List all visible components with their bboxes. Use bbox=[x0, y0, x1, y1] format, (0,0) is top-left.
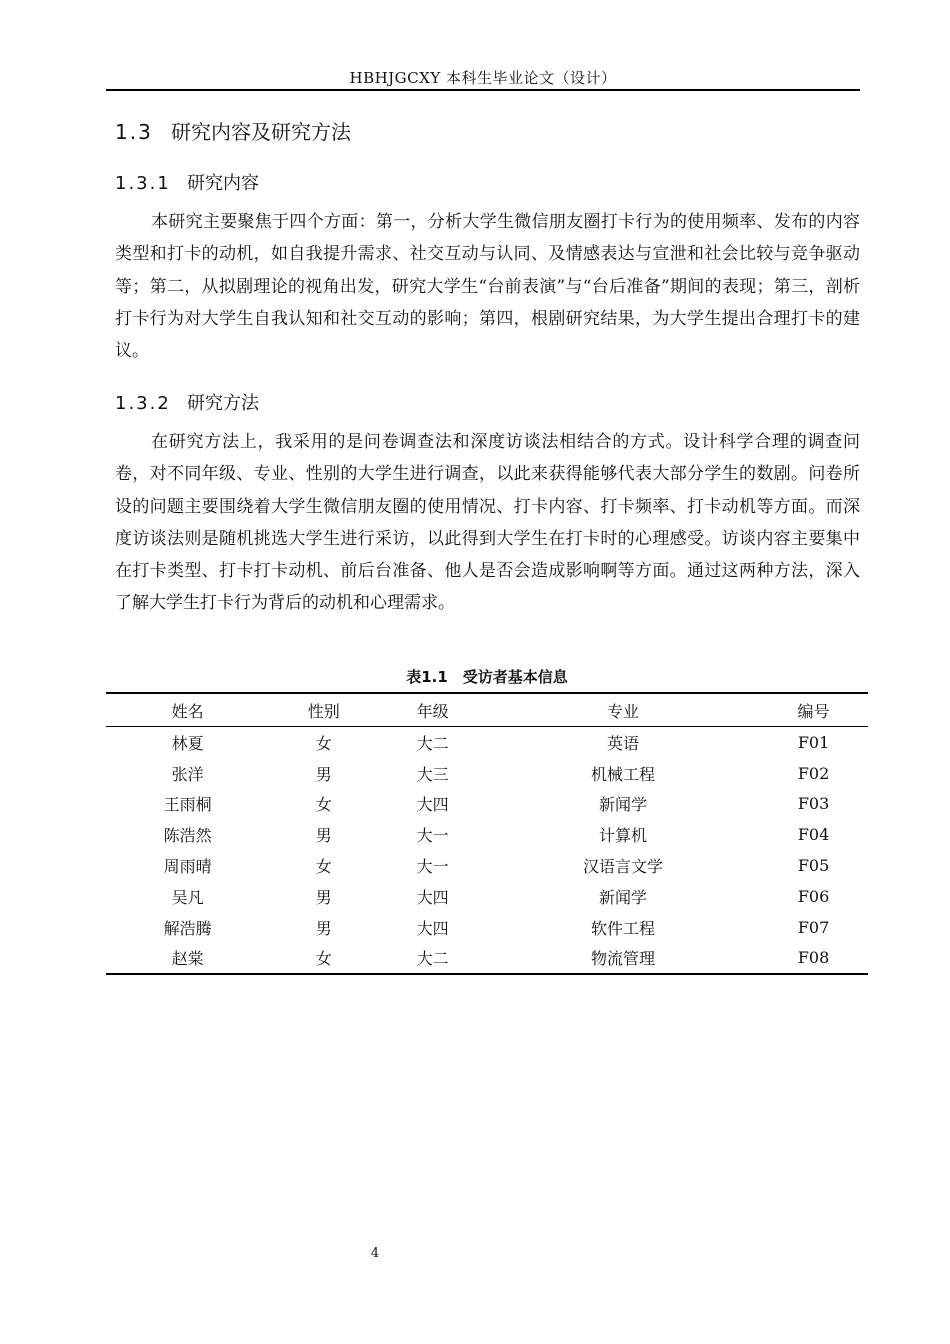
table-row bbox=[106, 943, 868, 975]
subsection-heading-method bbox=[115, 391, 259, 417]
cell-id: F08 bbox=[797, 948, 830, 968]
cell-id: F01 bbox=[797, 732, 830, 752]
running-header: HBHJGCXY 本科生毕业论文（设计） bbox=[349, 69, 617, 87]
page-number: 4 bbox=[370, 1246, 380, 1261]
table-row bbox=[106, 881, 868, 912]
cell-gender: 男 bbox=[315, 764, 332, 784]
table-caption: 表1.1 受访者基本信息 bbox=[406, 668, 568, 686]
table-row bbox=[106, 850, 868, 881]
header-cell-id: 编号 bbox=[797, 701, 830, 721]
cell-name: 陈浩然 bbox=[163, 826, 212, 846]
cell-id: F04 bbox=[797, 825, 830, 845]
cell-grade: 大二 bbox=[416, 949, 449, 969]
respondent-table bbox=[106, 692, 868, 975]
header-cell-name: 姓名 bbox=[171, 701, 204, 721]
cell-name: 周雨晴 bbox=[163, 857, 212, 877]
table-row bbox=[106, 819, 868, 850]
cell-major: 英语 bbox=[607, 733, 640, 753]
cell-major: 软件工程 bbox=[591, 918, 656, 938]
header-cell-gender: 性别 bbox=[307, 701, 340, 721]
cell-name: 林夏 bbox=[171, 733, 204, 753]
cell-major: 新闻学 bbox=[599, 795, 648, 815]
cell-id: F06 bbox=[797, 886, 830, 906]
cell-id: F07 bbox=[797, 917, 830, 937]
cell-gender: 女 bbox=[315, 795, 332, 815]
header-cell-grade: 年级 bbox=[416, 701, 449, 721]
section-number: 1.3 bbox=[115, 120, 153, 144]
cell-major: 计算机 bbox=[599, 826, 648, 846]
cell-gender: 女 bbox=[315, 733, 332, 753]
cell-major: 新闻学 bbox=[599, 887, 648, 907]
cell-gender: 男 bbox=[315, 826, 332, 846]
subsection-heading-content bbox=[115, 171, 259, 197]
cell-major: 汉语言文学 bbox=[583, 857, 664, 877]
table-row bbox=[106, 789, 868, 820]
header-cell-major: 专业 bbox=[607, 701, 640, 721]
table-row bbox=[106, 727, 868, 758]
subsection-title: 研究方法 bbox=[187, 393, 259, 414]
cell-grade: 大三 bbox=[416, 764, 449, 784]
cell-grade: 大一 bbox=[416, 826, 449, 846]
cell-id: F05 bbox=[797, 856, 830, 876]
table-header-row bbox=[106, 693, 868, 727]
cell-name: 王雨桐 bbox=[163, 795, 212, 815]
research-method-paragraph: 在研究方法上，我采用的是问卷调查法和深度访谈法相结合的方式。设计科学合理的调查问卷，对不同年级、专业、性别的大学生进行调查，以此来获得能够代表大部分学生的数剧。问卷所设的问题主要围绕着大学生微信朋友圈的使用情况、打卡内容、打卡频率、打卡动机等方面。而深度访谈法则是随机挑选大学生进行采访，以此得到大学生在打卡时的心理感受。访谈内容主要集中在打卡类型、打卡打卡动机、前后台准备、他人是否会造成影响啊等方面。通过这两种方法，深入了解大学生打卡行为背后的动机和心理需求。 bbox=[115, 432, 860, 614]
cell-grade: 大四 bbox=[416, 795, 449, 815]
cell-grade: 大四 bbox=[416, 918, 449, 938]
cell-id: F02 bbox=[797, 763, 830, 783]
cell-major: 物流管理 bbox=[591, 949, 656, 969]
section-title: 研究内容及研究方法 bbox=[171, 120, 351, 144]
cell-gender: 男 bbox=[315, 887, 332, 907]
subsection-number: 1.3.1 bbox=[115, 173, 171, 194]
section-heading bbox=[115, 118, 351, 146]
cell-name: 赵棠 bbox=[171, 949, 204, 969]
table-row bbox=[106, 912, 868, 943]
subsection-number: 1.3.2 bbox=[115, 393, 171, 414]
cell-gender: 男 bbox=[315, 918, 332, 938]
cell-gender: 女 bbox=[315, 857, 332, 877]
subsection-title: 研究内容 bbox=[187, 173, 259, 194]
cell-gender: 女 bbox=[315, 949, 332, 969]
cell-major: 机械工程 bbox=[591, 764, 656, 784]
research-content-paragraph: 本研究主要聚焦于四个方面：第一，分析大学生微信朋友圈打卡行为的使用频率、发布的内容类型和打卡的动机，如自我提升需求、社交互动与认同、及情感表达与宣泄和社会比较与竞争驱动等；第二，从拟剧理论的视角出发，研究大学生“台前表演”与“台后准备”期间的表现；第三，剖析打卡行为对大学生自我认知和社交互动的影响；第四，根剧研究结果，为大学生提出合理打卡的建议。 bbox=[115, 212, 860, 362]
cell-name: 解浩腾 bbox=[163, 918, 212, 938]
header-rule bbox=[106, 89, 860, 91]
table-row bbox=[106, 758, 868, 789]
cell-name: 吴凡 bbox=[171, 887, 204, 907]
cell-name: 张洋 bbox=[171, 764, 204, 784]
cell-grade: 大四 bbox=[416, 887, 449, 907]
cell-id: F03 bbox=[797, 794, 830, 814]
cell-grade: 大一 bbox=[416, 857, 449, 877]
cell-grade: 大二 bbox=[416, 733, 449, 753]
